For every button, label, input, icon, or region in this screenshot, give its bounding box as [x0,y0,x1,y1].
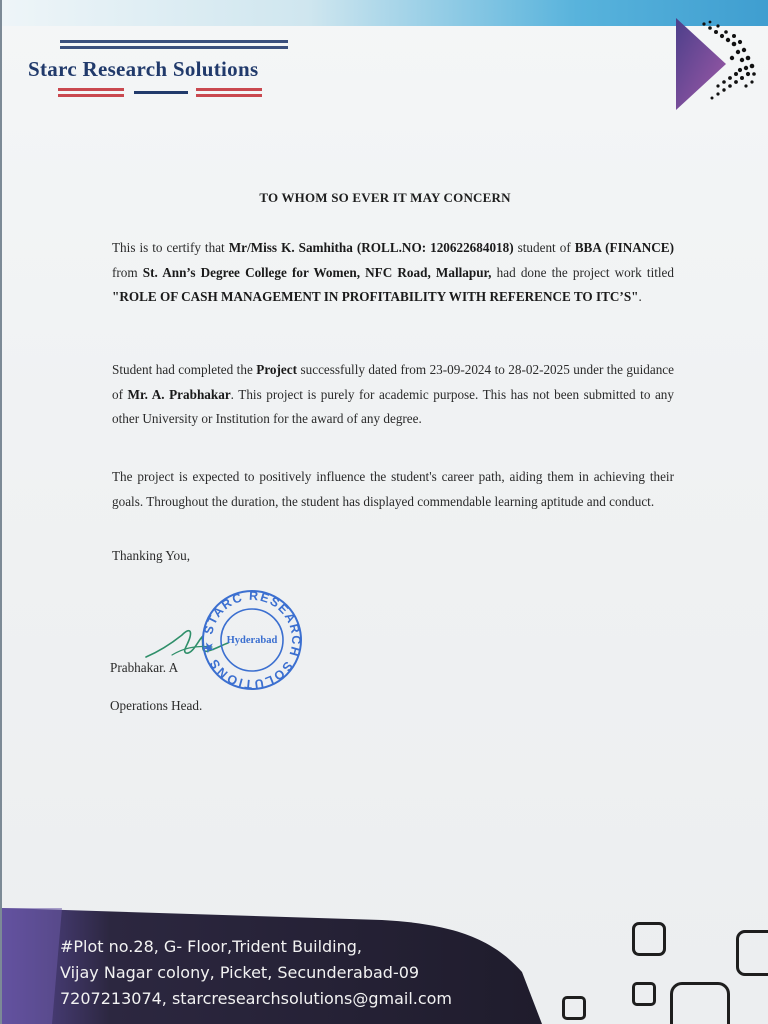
project-duration-paragraph [112,358,674,432]
footer-contact-line: 7207213074, starcresearchsolutions@gmail.com [60,989,453,1008]
logo-bar-navy-mid [134,91,188,94]
rounded-square-icon [670,982,730,1024]
p1-text-5: . [638,289,642,304]
footer-address-line2: Vijay Nagar colony, Picket, Secunderabad-09 [60,963,420,982]
logo-bar-red-left-2 [58,94,124,97]
footer-contact-block [60,934,452,1012]
logo-bar-red-left [58,88,124,91]
rounded-square-icon [632,982,656,1006]
p2-text-3: . This project is purely for academic purpose. This has not been submitted to any other University or Institution for the award of any degree. [112,386,674,426]
signatory-title: Operations Head. [110,698,203,713]
logo-bar-red-right-2 [196,94,262,97]
project-word: Project [256,362,298,377]
certification-paragraph [112,236,674,310]
course-name: BBA (FINANCE) [574,240,674,255]
outcome-paragraph: The project is expected to positively influence the student's career path, aiding them in achieving their goals. Throughout the duration, the student has displayed commendable learning aptitude and conduct. [112,469,674,509]
p2-text-2: successfully dated from 23-09-2024 to 28-02-2025 under the guidance of [112,362,674,402]
company-seal-stamp [194,588,310,692]
svg-text:Hyderabad: Hyderabad [226,635,278,646]
svg-text:STARC RESEARCH SOLUTIONS ★: STARC RESEARCH SOLUTIONS ★ [200,588,304,692]
logo-bar-top [60,40,288,43]
p1-text-2: student of [513,240,575,255]
company-name: Starc Research Solutions [28,57,259,81]
p1-text-4: had done the project work titled [491,264,675,280]
p1-text-3: from [112,264,143,280]
project-title: "ROLE OF CASH MANAGEMENT IN PROFITABILITY WITH REFERENCE TO ITC’S" [112,289,639,304]
signatory-name: Prabhakar. A [110,660,179,675]
rounded-square-icon [632,922,666,956]
student-name-roll: Mr/Miss K. Samhitha (ROLL.NO: 120622684018) [228,240,514,255]
letter-page [2,0,768,1024]
guide-name: Mr. A. Prabhakar [127,386,231,402]
letter-heading: TO WHOM SO EVER IT MAY CONCERN [259,190,511,205]
closing-line: Thanking You, [112,548,191,563]
triangle-dots-icon [674,14,760,114]
rounded-square-icon [562,996,586,1020]
college-name: St. Ann’s Degree College for Women, NFC Road, Mallapur, [142,264,492,280]
p1-text-1: This is to certify that [112,240,229,255]
footer-address-line1: #Plot no.28, G- Floor,Trident Building, [60,937,362,956]
logo-bar-top-2 [60,46,288,49]
p2-text-1: Student had completed the [112,362,257,377]
header-color-band [2,0,768,26]
logo-bar-red-right [196,88,262,91]
rounded-square-icon [736,930,768,976]
